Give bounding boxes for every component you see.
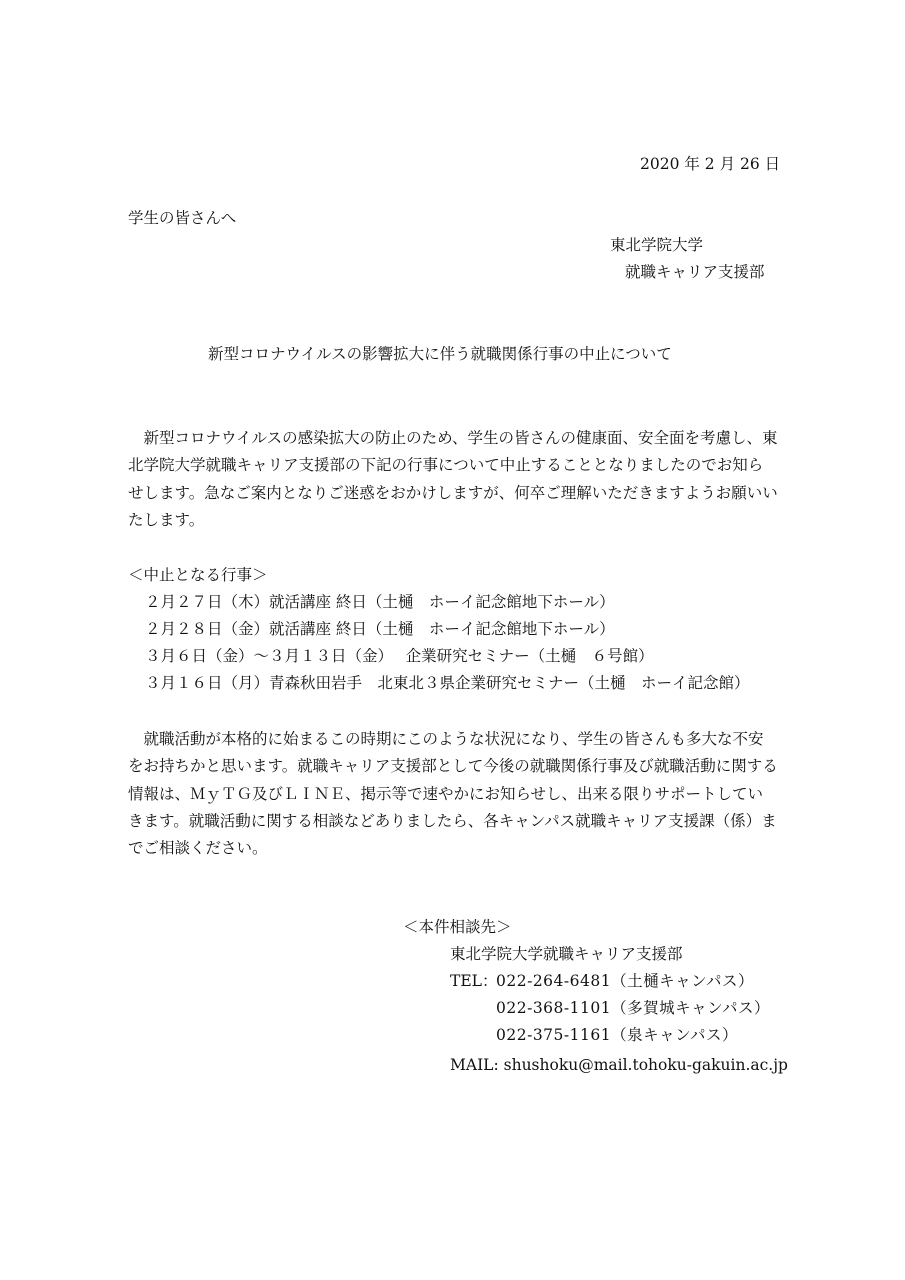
event-item: ２月２８日（金）就活講座 終日（土樋 ホーイ記念館地下ホール）	[145, 620, 615, 638]
contact-tel-label: TEL：	[450, 972, 498, 990]
sender-dept: 就職キャリア支援部	[625, 263, 765, 281]
support-paragraph: 就職活動が本格的に始まるこの時期にこのような状況になり、学生の皆さんも多大な不安をお持ちかと思います。就職キャリア支援部として今後の就職関係行事及び就職活動に関する情報は、ＭｙＴＧ及びＬＩＮＥ、掲示等で速やかにお知らせし、出来る限りサポートしていきます。就職活動に関する相談などありましたら、各キャンパス就職キャリア支援課（係）までご相談ください。	[128, 730, 778, 858]
contact-phone: 022-264-6481（土樋キャンパス）	[496, 972, 755, 990]
contact-email[interactable]: MAIL: shushoku@mail.tohoku-gakuin.ac.jp	[450, 1056, 788, 1074]
events-heading: ＜中止となる行事＞	[128, 566, 268, 584]
event-item: ２月２７日（木）就活講座 終日（土樋 ホーイ記念館地下ホール）	[145, 593, 615, 611]
contact-org: 東北学院大学就職キャリア支援部	[450, 945, 683, 963]
contact-phone: 022-375-1161（泉キャンパス）	[496, 1026, 739, 1044]
document-title: 新型コロナウイルスの影響拡大に伴う就職関係行事の中止について	[208, 345, 672, 363]
event-item: ３月１６日（月）青森秋田岩手 北東北３県企業研究セミナー（土樋 ホーイ記念館）	[145, 674, 750, 692]
contact-phone: 022-368-1101（多賀城キャンパス）	[496, 999, 771, 1017]
intro-paragraph: 新型コロナウイルスの感染拡大の防止のため、学生の皆さんの健康面、安全面を考慮し、東北学院大学就職キャリア支援部の下記の行事について中止することとなりましたのでお知らせします。急なご案内となりご迷惑をおかけしますが、何卒ご理解いただきますようお願いいたします。	[128, 429, 778, 529]
addressee: 学生の皆さんへ	[128, 209, 237, 227]
date: 2020 年 2 月 26 日	[640, 155, 781, 173]
sender-org: 東北学院大学	[610, 236, 704, 254]
contact-heading: ＜本件相談先＞	[403, 918, 512, 936]
event-item: ３月６日（金）～３月１３日（金） 企業研究セミナー（土樋 ６号館）	[145, 647, 654, 665]
